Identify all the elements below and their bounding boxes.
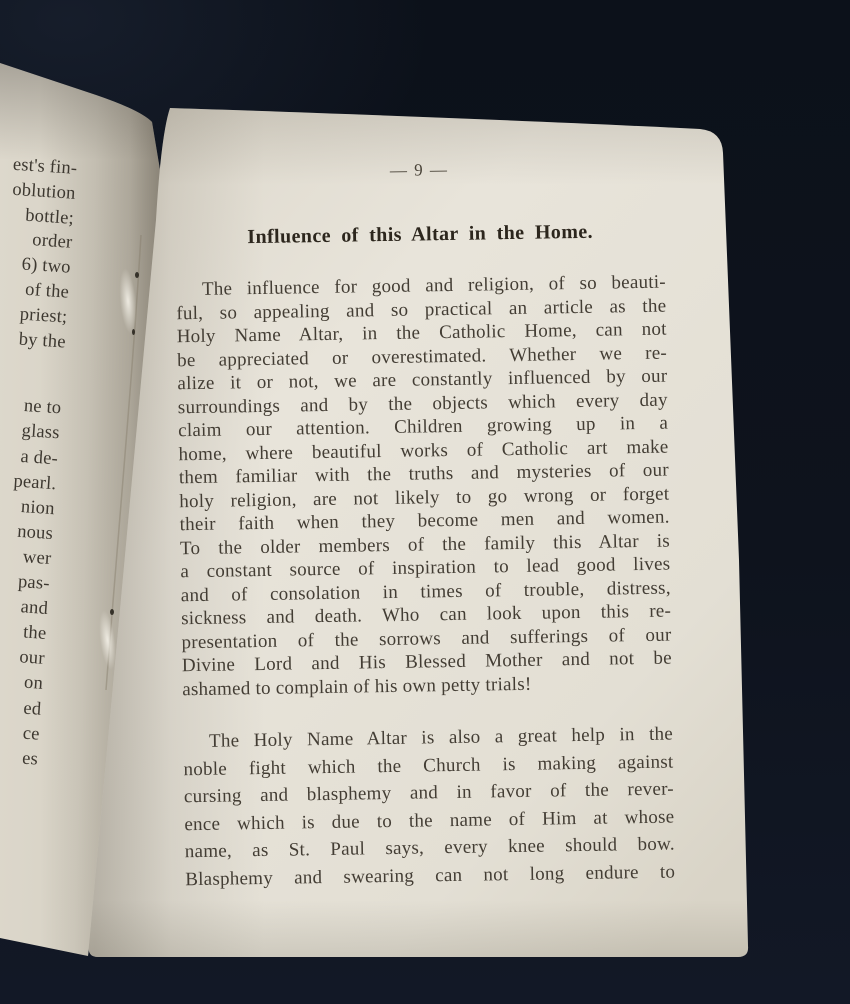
body-text-line: a constant source of inspiration to lead good lives [180, 553, 671, 583]
right-page-content [174, 156, 675, 894]
body-text-line: ence which is due to the name of Him at whose [184, 806, 675, 835]
left-page-fragment: wer [22, 547, 52, 570]
left-page-fragment: pearl. [12, 471, 57, 494]
left-page-fragment: glass [21, 421, 61, 444]
body-text-line: presentation of the sorrows and sufferings of our [181, 624, 672, 653]
body-text-line: The influence for good and religion, of so beauti- [201, 271, 667, 300]
body-text-line: holy religion, are not likely to go wrong or forget [179, 483, 670, 512]
body-text-line: name, as St. Paul says, every knee should bow. [184, 833, 675, 863]
left-page-fragment: on [23, 673, 44, 695]
chapter-heading: Influence of this Altar in the Home. [247, 220, 594, 249]
left-page-fragment: by the [18, 329, 67, 353]
body-text-line: Divine Lord and His Blessed Mother and not be [181, 647, 672, 677]
body-paragraph-1 [176, 271, 673, 702]
body-paragraph-2 [183, 721, 676, 894]
left-page-fragment: pas- [17, 572, 51, 595]
body-text-line: Blasphemy and swearing can not long endure to [185, 861, 676, 890]
left-page-fragment: of the [24, 279, 70, 303]
left-page-fragment: es [21, 748, 39, 770]
left-page-fragment: the [22, 622, 47, 645]
left-page-fragment: our [18, 647, 46, 670]
left-page-fragment: a de- [19, 446, 59, 469]
body-text-line: their faith when they become men and women. [179, 506, 670, 536]
body-text-line: and of consolation in times of trouble, distress, [180, 577, 671, 606]
page-number: — 9 — [389, 160, 449, 180]
left-page-fragment: nion [20, 496, 56, 519]
left-page-fragment: ce [22, 723, 41, 745]
body-text-line: noble fight which the Church is making against [183, 751, 674, 780]
body-text-line: Holy Name Altar, in the Catholic Home, can not [176, 318, 667, 348]
left-page-fragment: priest; [19, 304, 69, 328]
body-text-line: surroundings and by the objects which every day [177, 389, 668, 418]
left-page-fragment: nous [16, 521, 54, 544]
binding-stitch [132, 329, 135, 335]
binding-stitch [110, 609, 114, 615]
body-text-line: The Holy Name Altar is also a great help in the [208, 723, 674, 752]
binding-stitch [135, 272, 139, 278]
body-text-line: them familiar with the truths and mysteries of our [178, 459, 670, 489]
left-page-fragment: ed [22, 698, 42, 720]
body-text-line: be appreciated or overestimated. Whether we re- [176, 342, 668, 371]
body-text-line: ful, so appealing and so practical an article as the [176, 295, 667, 324]
left-page-fragment: ne to [23, 396, 62, 419]
left-page-fragment: oblution [11, 179, 77, 204]
body-text-line: To the older members of the family this Altar is [179, 530, 671, 559]
body-text-line: claim our attention. Children growing up in a [178, 412, 669, 442]
body-text-line: alize it or not, we are constantly influenced by our [177, 365, 668, 395]
left-page-fragment: est's fin- [12, 154, 78, 179]
body-text-line: sickness and death. Who can look upon this re- [180, 600, 672, 630]
body-text-line: home, where beautiful works of Catholic art make [178, 436, 669, 465]
left-page-fragment: order [31, 230, 73, 254]
left-page-fragment: and [20, 597, 49, 620]
left-page-fragment: 6) two [21, 254, 72, 278]
left-page-fragment: bottle; [24, 205, 75, 229]
body-text-line: ashamed to complain of his own petty trials! [182, 673, 532, 700]
body-text-line: cursing and blasphemy and in favor of the rever- [183, 778, 675, 808]
